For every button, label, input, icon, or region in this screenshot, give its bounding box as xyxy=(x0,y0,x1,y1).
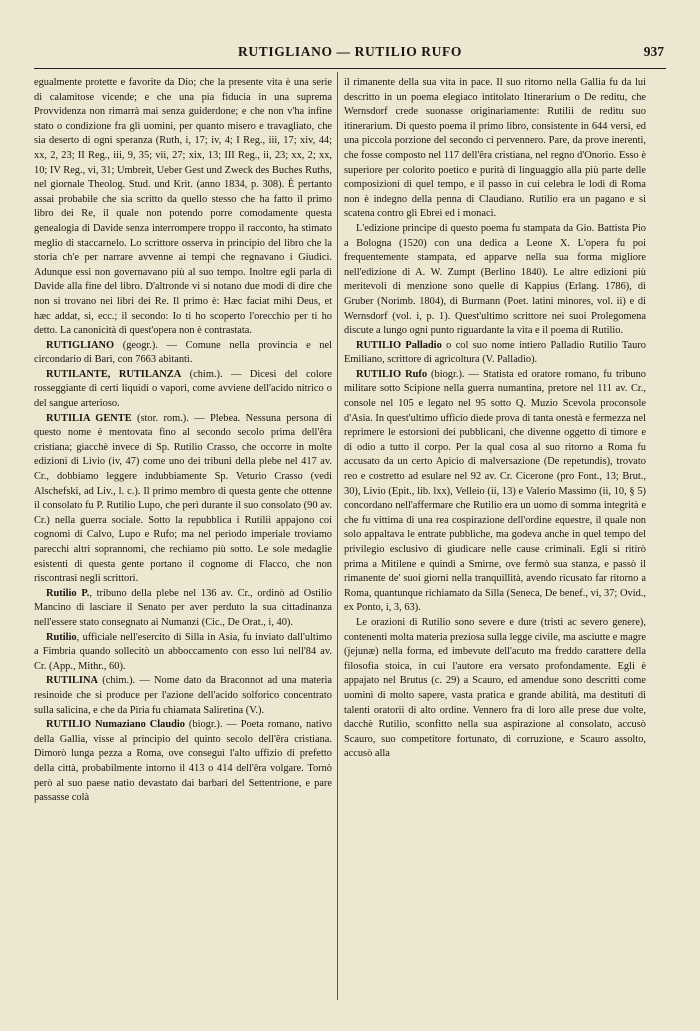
right-column xyxy=(344,76,646,762)
entry-headword: Rutilio xyxy=(46,631,77,643)
dictionary-entry xyxy=(344,339,646,368)
page-number: 937 xyxy=(643,44,664,59)
entry-text: (stor. rom.). — Plebea. Nessuna persona di questo nome è mentovata fino al secondo secolo prima dell'êra cristiana; giacchè invece di Sp. Rutilio Crasso, che occorre in molte edizioni di Livio (iv, 47) come uno dei tribuni della plebe nel 417 av. Cr., dobbiamo leggere indubbiamente Sp. Veturio Crasso (vedi Alschefski, ad Liv., l. c.). Il primo membro di questa gente che ottenne il consolato fu P. Rutilio Lupo, che perì durante il suo consolato (90 av. Cr.) nella guerra sociale. Sotto la repubblica i Rutilii appajono coi cognomi di Calvo, Lupo e Rufo; ma nel periodo imperiale troviamo parecchi altri soprannomi, che rechiamo più sotto. Le sole medaglie esistenti di questa gente portano il cognome di Flacco, che non riscontrasi negli scrittori. xyxy=(34,412,332,585)
entry-text: , ufficiale nell'esercito di Silla in Asia, fu inviato dall'ultimo a Fimbria quando sollecitò un abboccamento con esso lui nell'84 av. Cr. (App., Mithr., 60). xyxy=(34,631,332,672)
entry-text: (chim.). — Dicesi del colore rosseggiante di certi liquidi o vapori, come avviene dell'acido nitrico o del sangue arterioso. xyxy=(34,368,332,410)
entry-headword: RUTILANTE, RUTILANZA xyxy=(46,368,182,380)
entry-text: (geogr.). — Comune nella provincia e nel circondario di Bari, con 7663 abitanti. xyxy=(34,339,332,366)
dictionary-entry xyxy=(34,718,332,806)
header-rule xyxy=(34,68,666,69)
entry-text: (biogr.). — Poeta romano, nativo della Gallia, visse al principio del quinto secolo dell'êra cristiana. Dimorò lunga pezza a Roma, ove conseguì l'alto uffizio di prefetto della città, probabilmente intorno il 413 o 414 dell'êra volgare. Tornò però al suo paese natìo devastato dai barbari del Settentrione, e pare passasse colà xyxy=(34,719,333,804)
page-header xyxy=(36,44,664,64)
entry-text: (chim.). — Nome dato da Braconnot ad una materia resinoide che si produce per l'azione dell'acido solforico concentrato sulla salicina, e che da Piria fu chiamata Saliretina (V.). xyxy=(34,675,332,716)
entry-text: , tribuno della plebe nel 136 av. Cr., ordinò ad Ostilio Mancino di lasciare il Senato per aver perduto la sua cittadinanza nell'essere stato consegnato ai Numanzi (Cic., De Orat., i, 40). xyxy=(34,587,333,628)
entry-text: o col suo nome intiero Palladio Rutilio Tauro Emiliano, scrittore di agricoltura (V. Palladio). xyxy=(344,339,646,366)
paragraph: L'edizione principe di questo poema fu stampata da Gio. Battista Pio a Bologna (1520) con una dedica a Leone X. L'opera fu poi frequentemente stampata, ed apparve nella sua forma migliore nell'edizione di A. W. Zumpt (Berlino 1840). Le altre edizioni più meritevoli di menzione sono quelle di Kappius (Erlang. 1786), di Gruber (Norimb. 1804), di Burmann (Poet. latini minores, vol. ii) e di Wernsdorf (vol. i, p. 1). Quest'ultimo scrittore nei suoi Prolegomena discute a lungo ogni punto riguardante la vita e il poema di Rutilio. xyxy=(344,222,646,337)
dictionary-entry xyxy=(34,339,332,368)
dictionary-entry xyxy=(34,631,332,675)
column-divider xyxy=(337,72,338,1000)
entry-headword: RUTILINA xyxy=(46,675,98,687)
dictionary-entry xyxy=(34,587,332,631)
entry-text: (biogr.). — Statista ed oratore romano, fu tribuno militare sotto Scipione nella guerra numantina, pretore nel 111 av. Cr., console nel 105 e legato nel 95 sotto Q. Muzio Scevola proconsole d'Asia. In quest'ultimo ufficio diede prova di tanta onestà e fermezza nel reprimere le estorsioni dei pubblicani, che divenne oggetto di timore e di odio a tutto il corpo. Per la qual cosa al suo ritorno a Roma fu accusato da un certo Apicio di malversazione (De repetundis), trovato reo e costretto ad esulare nel 92 av. Cr. Cicerone (pro Font., 13; Brut., 30), Livio (Epit., lib. lxx), Velleio (ii, 13) e Valerio Massimo (ii, 10, § 5) concordano nell'affermare che Rutilio era un uomo di somma integrità e che fu vittima di una rea cospirazione dell'ordine equestre, il quale non solo appaltava le entrate pubbliche, ma godeva anche in quel tempo del privilegio esclusivo di giudicare nelle cause criminali. Egli si ritirò prima a Mitilene e quindi a Smirne, ove fermò sua stanza, e passò il rimanente de' suoi giorni nella tranquillità, avendo ricusato far ritorno a Roma, quantunque richiamato da Silla (Seneca, De benef., vi, 37; Ovid., ex Ponto, i, 3, 63). xyxy=(344,368,646,614)
running-head: RUTIGLIANO — RUTILIO RUFO xyxy=(238,44,462,59)
paragraph: Le orazioni di Rutilio sono severe e dure (tristi ac severo genere), contenenti molta materia preziosa sulla legge civile, ma asciutte e magre (jejunæ) nella forma, ed imbevute dell'acuto ma freddo carattere della filosofia stoica, in cui l'autore era versato profondamente. Egli è appajato nel Brutus (c. 29) a Scauro, ed amendue sono descritti come uomini di molto sapere, vasta pratica e grande abilità, ma destituti di talenti oratorii di alto ordine. Vennero fra di loro alle prese due volte, dacchè Rutilio, sconfitto nella sua aspirazione al consolato, accusò Scauro, suo competitore fortunato, di corruzione, e Scauro assolto, accusò alla xyxy=(344,616,646,760)
left-column xyxy=(34,76,332,806)
entry-headword: RUTIGLIANO xyxy=(46,339,115,351)
entry-headword: RUTILIO Numaziano Claudio xyxy=(46,719,185,731)
dictionary-entry xyxy=(344,368,646,616)
entry-headword: RUTILIO Rufo xyxy=(356,368,428,380)
entry-headword: Rutilio P. xyxy=(46,587,90,599)
continued-paragraph: egualmente protette e favorite da Dio; che la presente vita è una serie di calamitose vicende; e che una pia fiducia in una suprema Provvidenza non rimarrà mai senza guiderdone; e che non v'ha infine stato o condizione fra gli uomini, per quanto misero e travagliato, che sia deserto di ogni speranza (Ruth, i, 17; iv, 4; I Reg., iii, 17; xiv, 44; xx, 2, 23; II Reg., iii, 9, 35; vii, 27; xix, 13; III Reg., ii, 23; xx, 2; xx, 10; IV Reg., vi, 31; Umbreit, Ueber Gest und Zweck des Buches Ruths, nel giornale Theolog. Stud. und Krit. (anno 1834, p. 308). È pertanto assai probabile che sia scritto da quello stesso che ha fatto il primo libro dei Re, il quale non potendo porre comodamente questa genealogia di Davide senza interrompere troppo il racconto, ha stimato meglio di staccarnelo. Lo scrittore osserva in principio del libro che la storia ch'e per narrare avvenne ai tempi che regnavano i Giudici. Adunque essi non governavano più al suo tempo. Inoltre egli parla di Davide alla fine del libro. D'altronde vi si notano due modi di dire che non si trovano nei libri dei Re. Il primo è: Hæc faciat mihi Deus, et hæc addat, si, ecc.; il secondo: Io ti ho scoperto l'orecchio per ti ho detto. La canonicità di quest'opera non è contrastata. xyxy=(34,77,332,337)
continued-paragraph: il rimanente della sua vita in pace. Il suo ritorno nella Gallia fu da lui descritto in un poema elegiaco intitolato Itinerarium o De reditu, che Wernsdorf crede suonasse originariamente: Rutilii de reditu suo itinerarium. Di questo poema il primo libro, consistente in 644 versi, ed una piccola porzione del secondo ci pervennero. Pare, da prove inerenti, che fosse composto nel 117 dell'êra cristiana, nel regno d'Onorio. Esso è superiore per colorito poetico e purità di linguaggio alla più parte delle composizioni di quel tempo, e il passo in cui celebra le lodi di Roma non è indegno della penna di Claudiano. Rutilio era un pagano e si scatena contro gli Ebrei ed i monaci. xyxy=(344,77,646,220)
entry-headword: RUTILIO Palladio xyxy=(356,339,442,351)
dictionary-entry xyxy=(34,412,332,587)
dictionary-entry xyxy=(34,674,332,718)
dictionary-entry xyxy=(34,368,332,412)
entry-headword: RUTILIA GENTE xyxy=(46,412,132,424)
